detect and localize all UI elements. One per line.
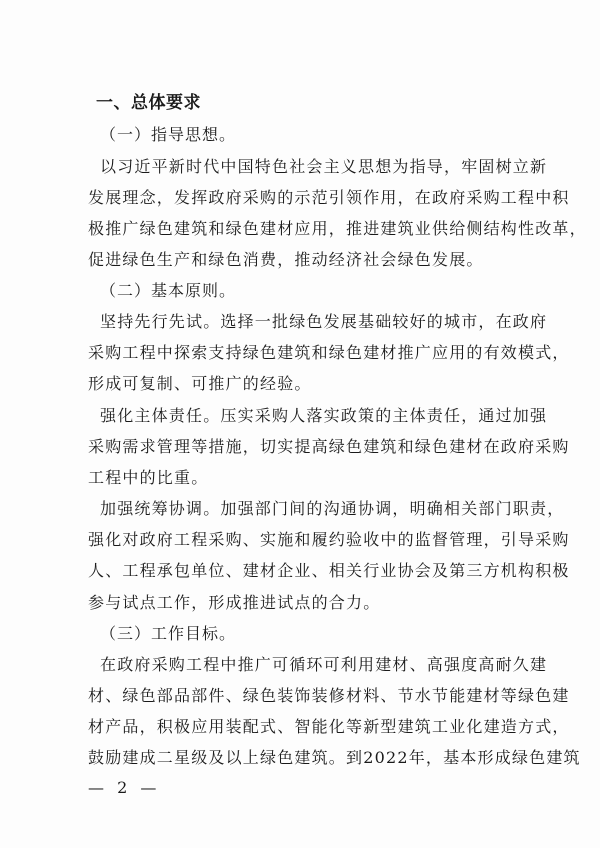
paragraph-line: 极推广绿色建筑和绿色建材应用，推进建筑业供给侧结构性改革， <box>88 219 587 238</box>
paragraph-line: 采购需求管理等措施，切实提高绿色建筑和绿色建材在政府采购 <box>88 437 570 456</box>
paragraph-line: 参与试点工作，形成推进试点的合力。 <box>88 593 381 612</box>
paragraph-line: 以习近平新时代中国特色社会主义思想为指导，牢固树立新 <box>100 157 548 176</box>
paragraph-line: 材、绿色部品部件、绿色装饰装修材料、节水节能建材等绿色建 <box>88 686 570 705</box>
paragraph-line: 形成可复制、可推广的经验。 <box>88 374 312 393</box>
paragraph-line: 促进绿色生产和绿色消费，推动经济社会绿色发展。 <box>88 250 484 269</box>
subsection-title-work-goals: （三）工作目标。 <box>100 624 237 643</box>
subsection-title-guiding-ideology: （一）指导思想。 <box>100 125 237 144</box>
subsection-title-basic-principles: （二）基本原则。 <box>100 281 237 300</box>
paragraph-line: 鼓励建成二星级及以上绿色建筑。到2022年，基本形成绿色建筑 <box>88 748 581 767</box>
section-heading: 一、总体要求 <box>96 93 201 113</box>
paragraph-line: 坚持先行先试。选择一批绿色发展基础较好的城市，在政府 <box>100 312 548 331</box>
paragraph-line: 发展理念，发挥政府采购的示范引领作用，在政府采购工程中积 <box>88 188 570 207</box>
paragraph-line: 加强统筹协调。加强部门间的沟通协调，明确相关部门职责， <box>100 499 565 518</box>
paragraph-line: 人、工程承包单位、建材企业、相关行业协会及第三方机构积极 <box>88 561 570 580</box>
paragraph-line: 材产品，积极应用装配式、智能化等新型建筑工业化建造方式， <box>88 717 570 736</box>
page-number: — 2 — <box>88 778 161 797</box>
paragraph-line: 在政府采购工程中推广可循环可利用建材、高强度高耐久建 <box>100 655 548 674</box>
paragraph-line: 强化主体责任。压实采购人落实政策的主体责任，通过加强 <box>100 406 548 425</box>
paragraph-line: 强化对政府工程采购、实施和履约验收中的监督管理，引导采购 <box>88 530 570 549</box>
paragraph-line: 采购工程中探索支持绿色建筑和绿色建材推广应用的有效模式， <box>88 343 570 362</box>
paragraph-line: 工程中的比重。 <box>88 468 209 487</box>
